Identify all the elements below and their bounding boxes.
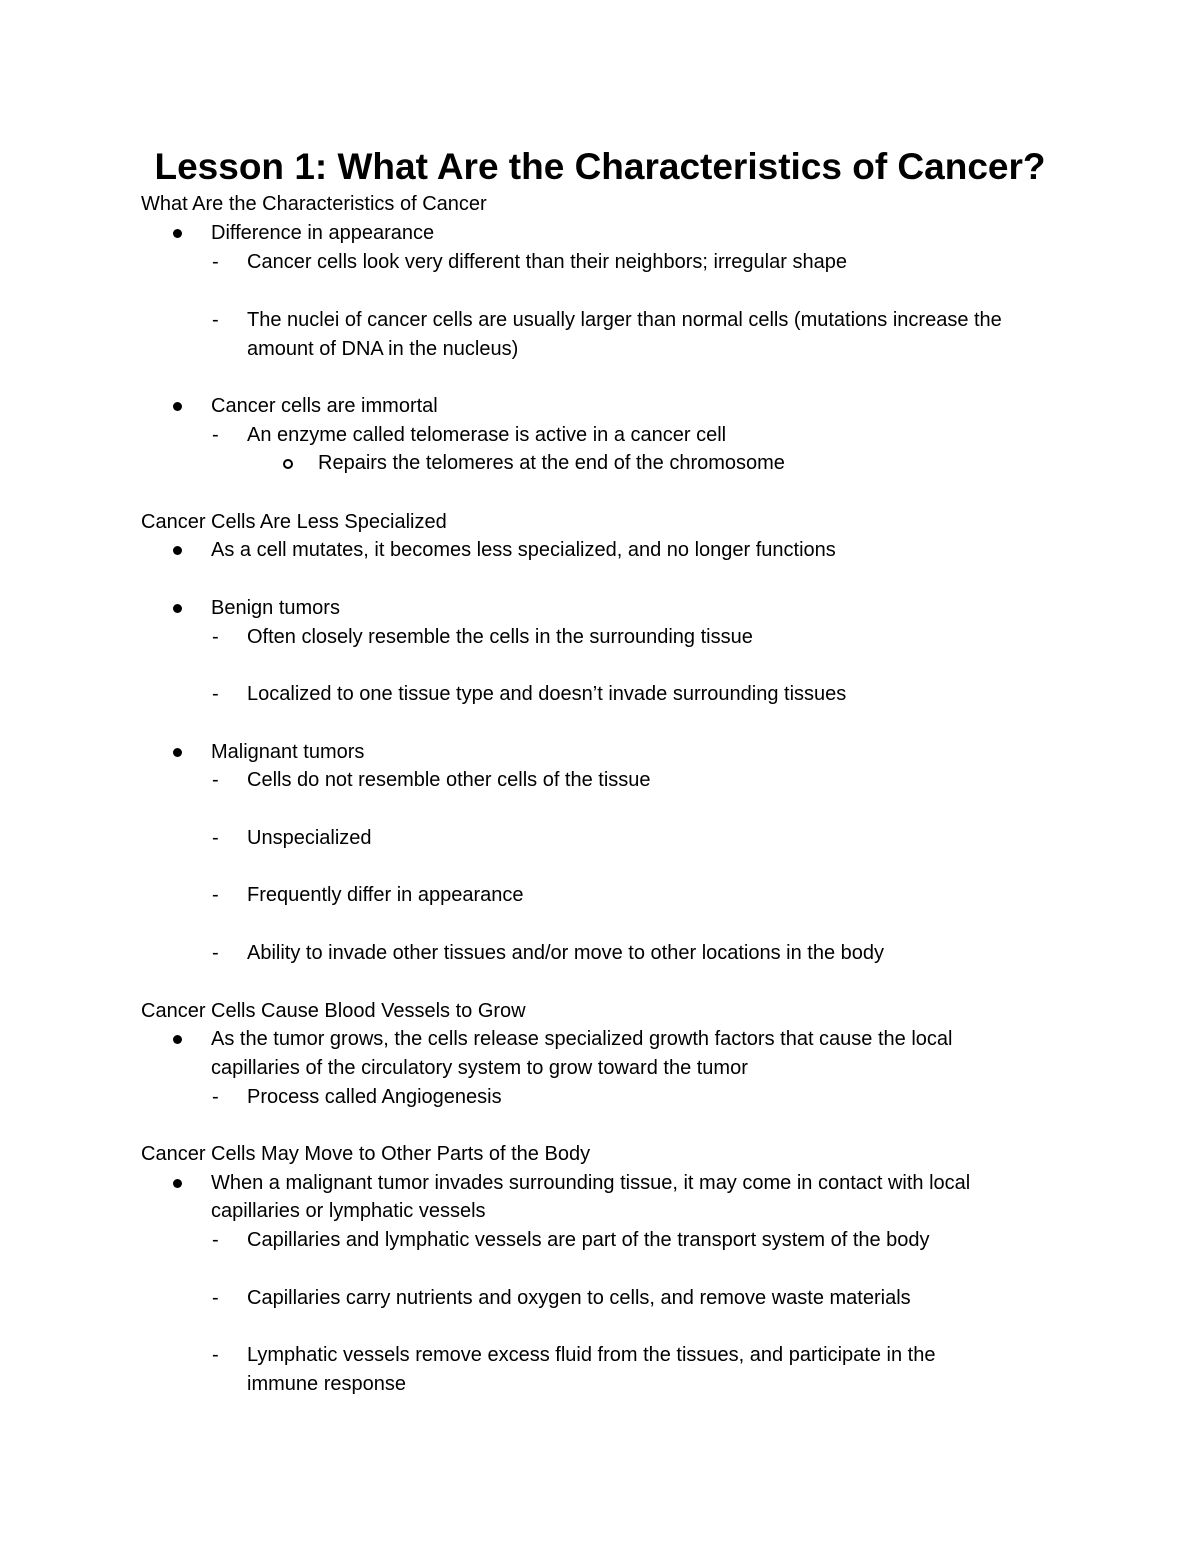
dash-marker: -: [212, 1344, 219, 1366]
dash-marker: -: [212, 1229, 219, 1251]
bullet-icon: [173, 748, 182, 757]
list-item: Cancer cells are immortal: [211, 395, 438, 417]
bullet-icon: [173, 546, 182, 555]
circle-bullet-icon: [283, 459, 293, 469]
list-item: Benign tumors: [211, 597, 340, 619]
list-item: Malignant tumors: [211, 741, 365, 763]
sub-list-item: Unspecialized: [247, 827, 372, 849]
list-item-continued: capillaries of the circulatory system to grow toward the tumor: [211, 1057, 748, 1079]
sub-list-item: Capillaries and lymphatic vessels are part of the transport system of the body: [247, 1229, 930, 1251]
sub-list-item: Ability to invade other tissues and/or move to other locations in the body: [247, 942, 885, 964]
dash-marker: -: [212, 424, 219, 446]
sub-sub-list-item: Repairs the telomeres at the end of the chromosome: [318, 452, 785, 474]
bullet-icon: [173, 1035, 182, 1044]
list-item: Difference in appearance: [211, 222, 435, 244]
dash-marker: -: [212, 309, 219, 331]
sub-list-item: Lymphatic vessels remove excess fluid from the tissues, and participate in the: [247, 1344, 936, 1366]
bullet-icon: [173, 229, 182, 238]
bullet-icon: [173, 1179, 182, 1188]
dash-marker: -: [212, 884, 219, 906]
dash-marker: -: [212, 1287, 219, 1309]
list-item-continued: capillaries or lymphatic vessels: [211, 1200, 486, 1222]
bullet-icon: [173, 402, 182, 411]
dash-marker: -: [212, 683, 219, 705]
list-item: When a malignant tumor invades surrounding tissue, it may come in contact with local: [211, 1172, 971, 1194]
list-item: As the tumor grows, the cells release specialized growth factors that cause the local: [211, 1028, 953, 1050]
sub-list-item: Often closely resemble the cells in the surrounding tissue: [247, 626, 753, 648]
sub-list-item: The nuclei of cancer cells are usually larger than normal cells (mutations increase the: [247, 309, 1002, 331]
sub-list-item-continued: immune response: [247, 1373, 406, 1395]
dash-marker: -: [212, 942, 219, 964]
section-heading: Cancer Cells May Move to Other Parts of the Body: [141, 1143, 591, 1165]
dash-marker: -: [212, 626, 219, 648]
section-heading: What Are the Characteristics of Cancer: [141, 193, 487, 215]
page-title: Lesson 1: What Are the Characteristics of Cancer?: [154, 146, 1046, 187]
sub-list-item: Cells do not resemble other cells of the tissue: [247, 769, 651, 791]
dash-marker: -: [212, 1086, 219, 1108]
sub-list-item: Cancer cells look very different than their neighbors; irregular shape: [247, 251, 847, 273]
sub-list-item: An enzyme called telomerase is active in a cancer cell: [247, 424, 727, 446]
dash-marker: -: [212, 827, 219, 849]
sub-list-item: Process called Angiogenesis: [247, 1086, 502, 1108]
section-heading: Cancer Cells Are Less Specialized: [141, 511, 447, 533]
dash-marker: -: [212, 769, 219, 791]
sub-list-item: Localized to one tissue type and doesn’t invade surrounding tissues: [247, 683, 847, 705]
bullet-icon: [173, 604, 182, 613]
section-heading: Cancer Cells Cause Blood Vessels to Grow: [141, 1000, 526, 1022]
dash-marker: -: [212, 251, 219, 273]
sub-list-item: Frequently differ in appearance: [247, 884, 524, 906]
sub-list-item: Capillaries carry nutrients and oxygen to cells, and remove waste materials: [247, 1287, 911, 1309]
sub-list-item-continued: amount of DNA in the nucleus): [247, 338, 519, 360]
list-item: As a cell mutates, it becomes less specialized, and no longer functions: [211, 539, 836, 561]
